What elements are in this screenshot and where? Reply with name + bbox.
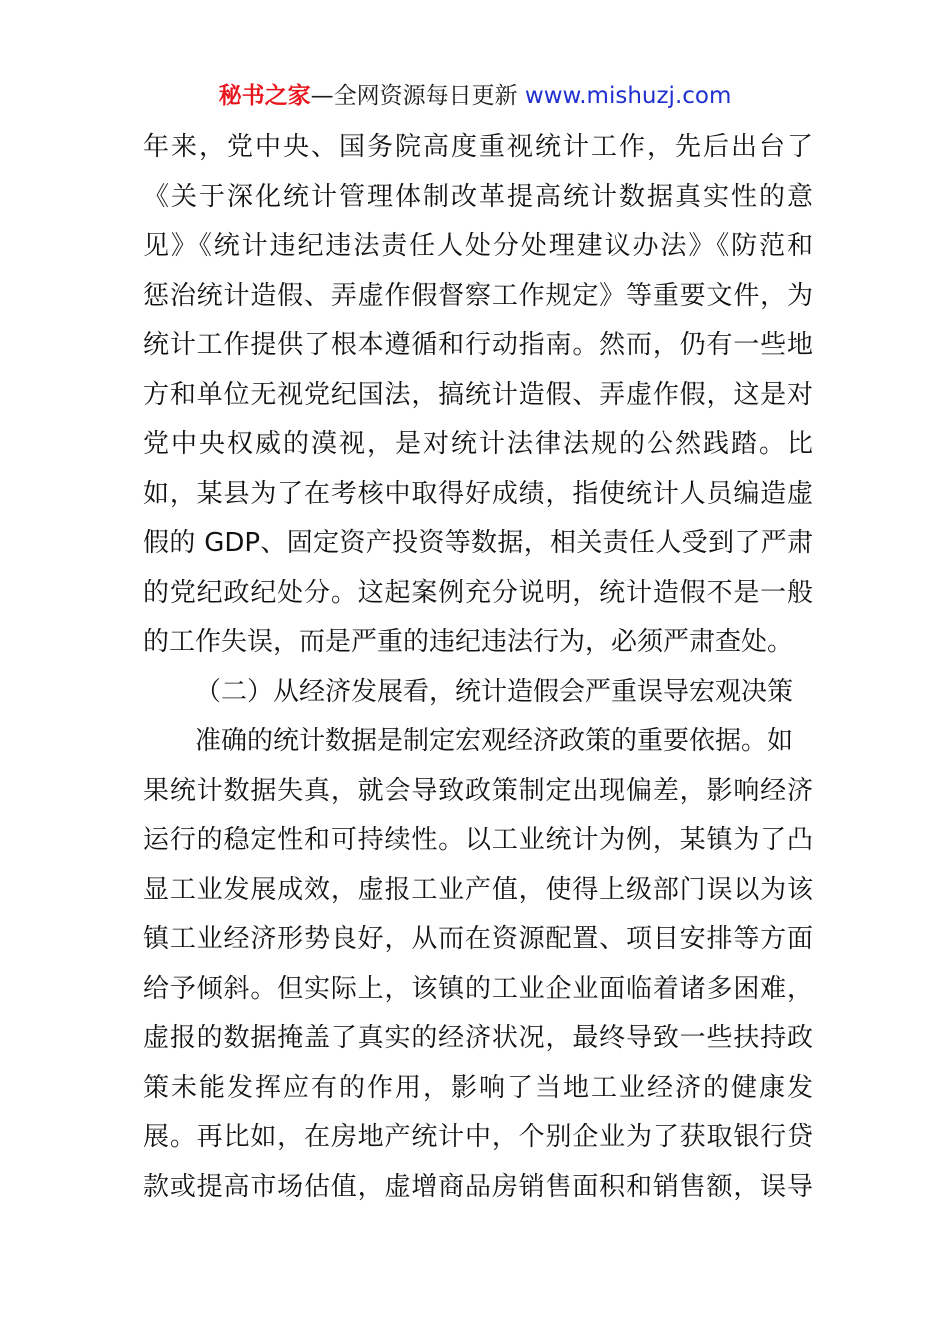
text-line: 方和单位无视党纪国法，搞统计造假、弄虚作假，这是对	[143, 379, 813, 410]
text-line: 党中央权威的漠视，是对统计法律法规的公然践踏。比	[143, 429, 813, 459]
site-url-link[interactable]: www.mishuzj.com	[524, 83, 732, 109]
text-line: 统计工作提供了根本遵循和行动指南。然而，仍有一些地	[143, 330, 813, 360]
text-line: 如，某县为了在考核中取得好成绩，指使统计人员编造虚	[143, 478, 813, 509]
text-line: 镇工业经济形势良好，从而在资源配置、项目安排等方面	[143, 924, 813, 954]
text-line: 给予倾斜。但实际上，该镇的工业企业面临着诸多困难，	[143, 973, 813, 1004]
text-line: 虚报的数据掩盖了真实的经济状况，最终导致一些扶持政	[143, 1023, 813, 1053]
text-line: 年来，党中央、国务院高度重视统计工作，先后出台了	[143, 132, 813, 162]
paragraph-end-line: 的工作失误，而是严重的违纪违法行为，必须严肃查处。	[143, 627, 794, 657]
text-line: 运行的稳定性和可持续性。以工业统计为例，某镇为了凸	[143, 825, 813, 855]
text-line: 见》《统计违纪违法责任人处分处理建议办法》《防范和	[143, 231, 813, 261]
text-line: 《关于深化统计管理体制改革提高统计数据真实性的意	[143, 181, 813, 212]
text-line: 显工业发展成效，虚报工业产值，使得上级部门误以为该	[143, 874, 813, 905]
site-tagline: —全网资源每日更新	[310, 83, 518, 109]
document-body	[143, 123, 813, 1212]
site-brand: 秘书之家	[218, 83, 311, 109]
text-line: 果统计数据失真，就会导致政策制定出现偏差，影响经济	[143, 775, 813, 806]
text-line: 假的 GDP、固定资产投资等数据，相关责任人受到了严肃	[143, 528, 813, 558]
text-line: 策未能发挥应有的作用，影响了当地工业经济的健康发	[143, 1072, 813, 1103]
text-line: 款或提高市场估值，虚增商品房销售面积和销售额，误导	[143, 1171, 813, 1202]
text-line: 的党纪政纪处分。这起案例充分说明，统计造假不是一般	[143, 577, 813, 608]
text-line: 惩治统计造假、弄虚作假督察工作规定》等重要文件，为	[143, 280, 813, 311]
paragraph-first-line: 准确的统计数据是制定宏观经济政策的重要依据。如	[195, 726, 794, 756]
section-heading: （二）从经济发展看，统计造假会严重误导宏观决策	[195, 676, 794, 707]
site-header	[0, 80, 950, 112]
text-line: 展。再比如，在房地产统计中，个别企业为了获取银行贷	[143, 1122, 813, 1152]
